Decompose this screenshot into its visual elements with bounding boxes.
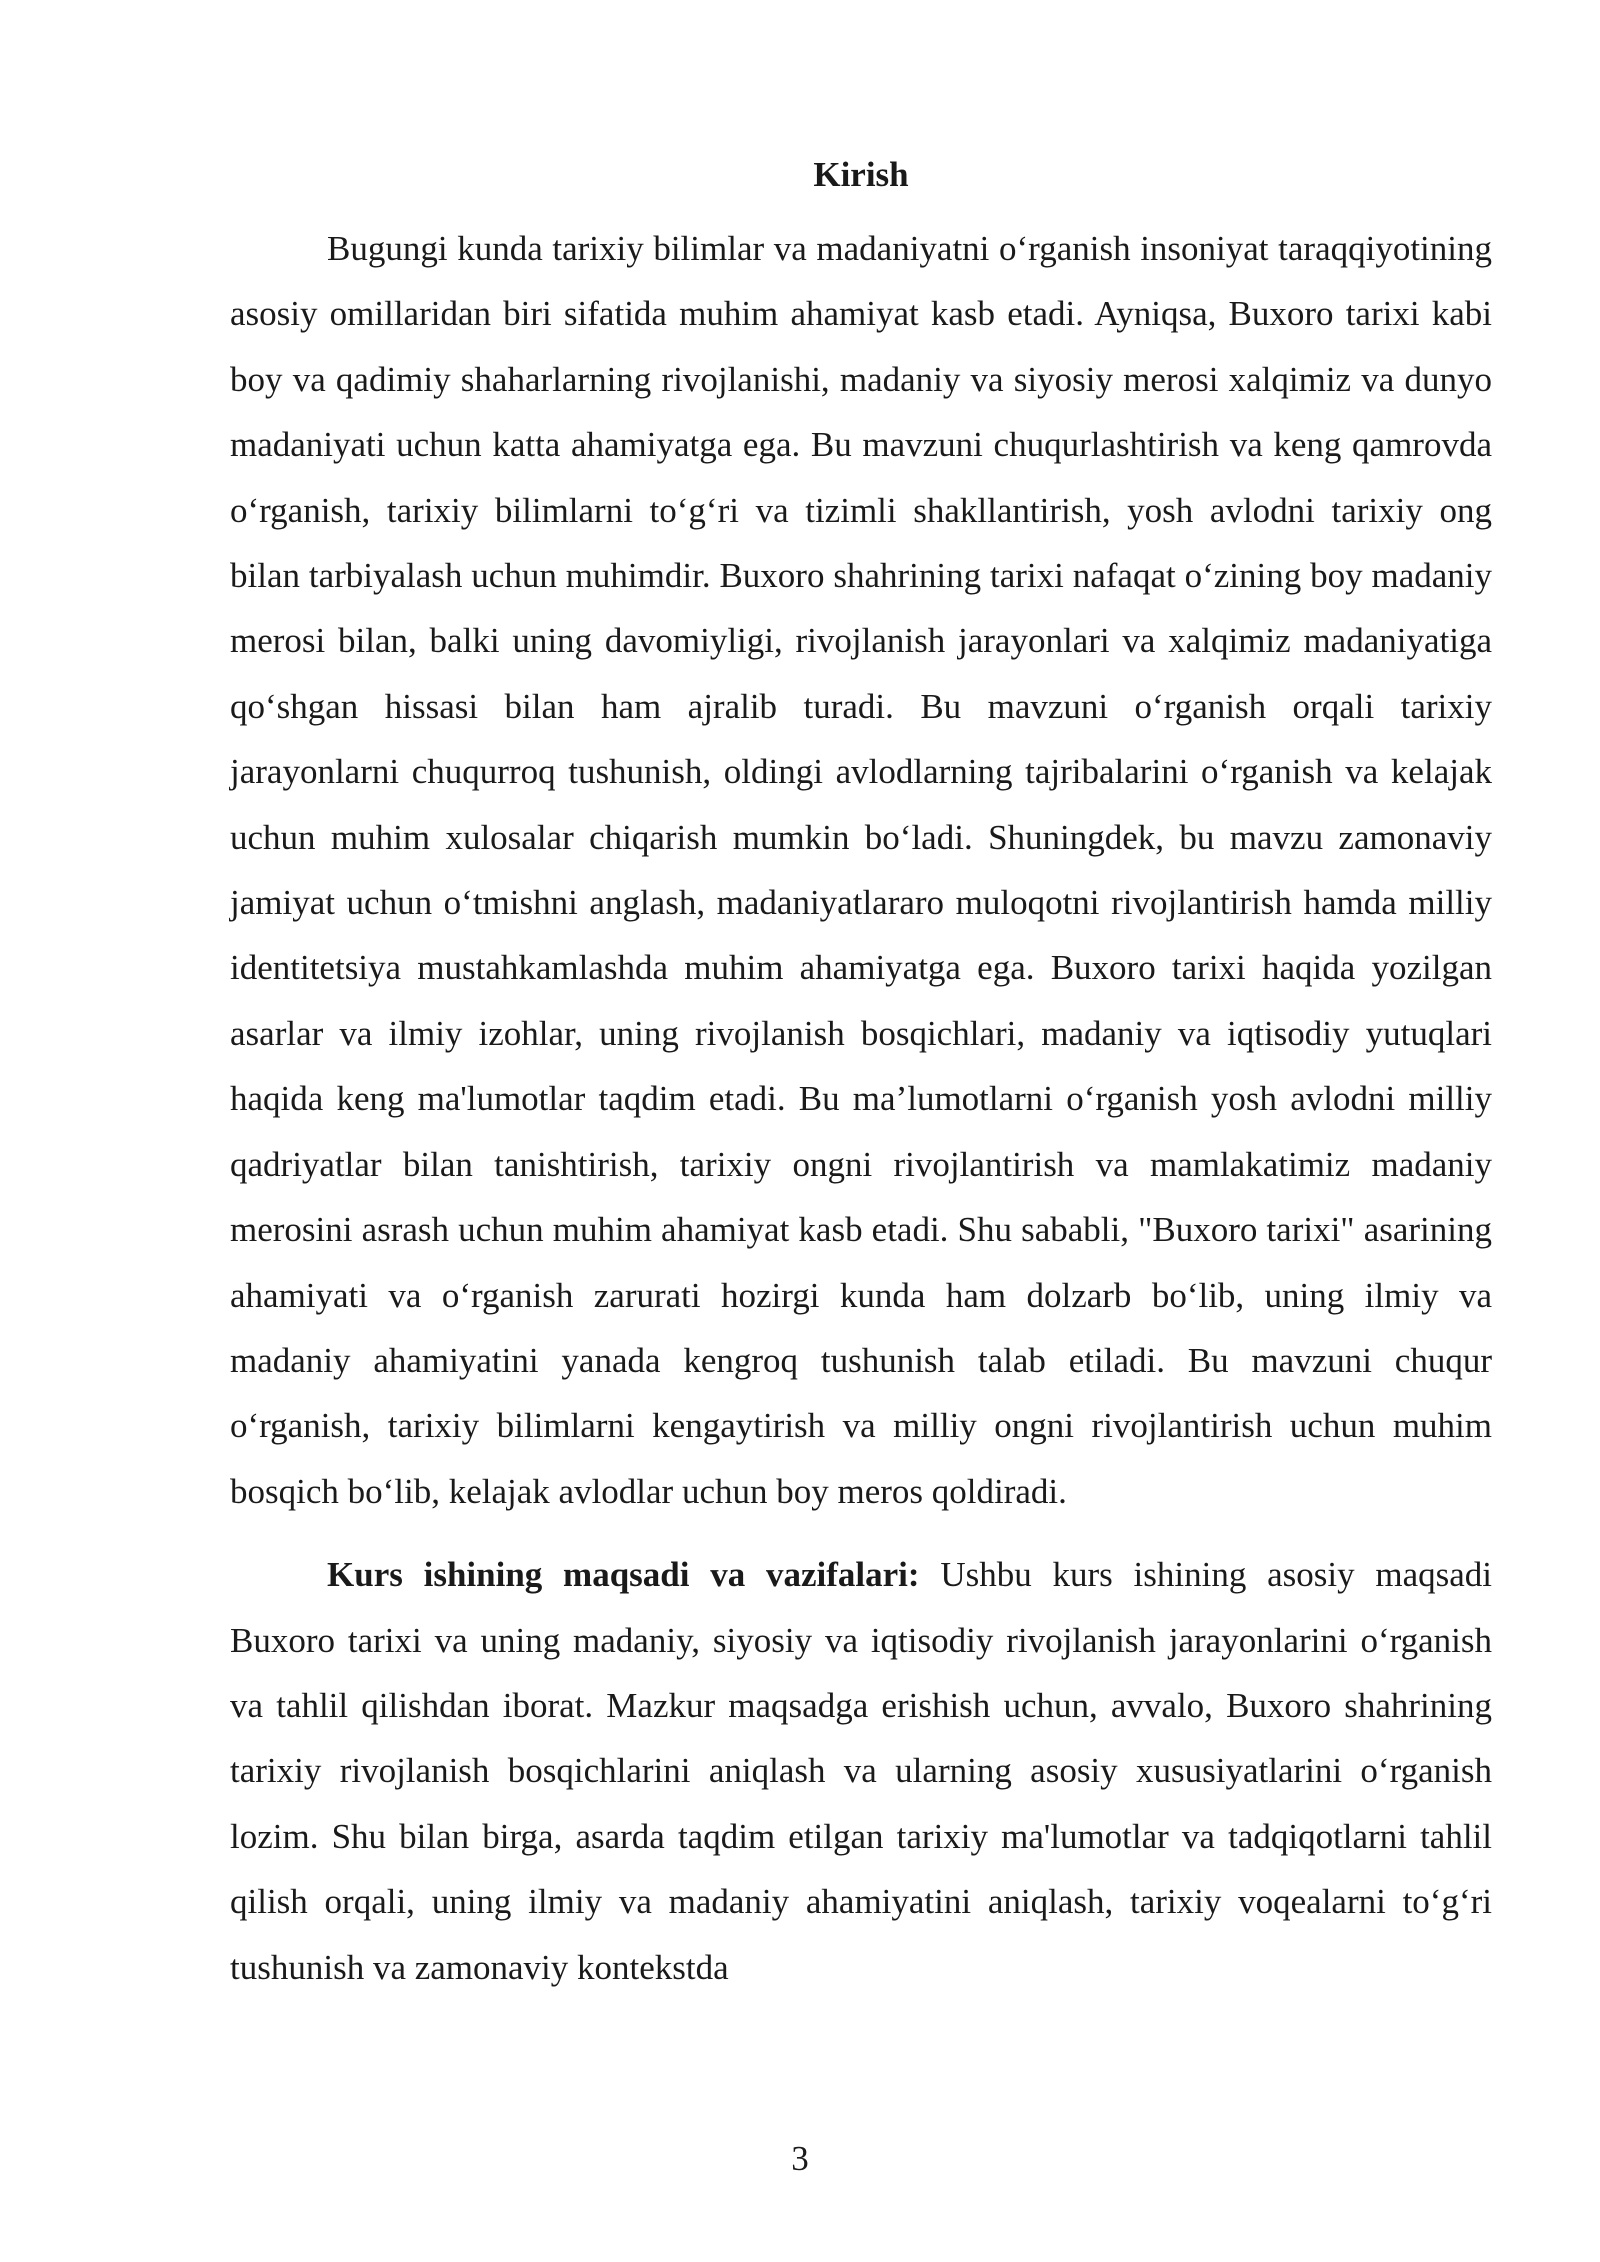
goals-paragraph xyxy=(230,1542,1492,2000)
document-page xyxy=(230,150,1492,2000)
goals-heading: Kurs ishining maqsadi va vazifalari: xyxy=(327,1555,920,1595)
section-title: Kirish xyxy=(813,155,909,194)
page-number: 3 xyxy=(791,2139,809,2178)
goals-text: Ushbu kurs ishining asosiy maqsadi Buxoro tarixi va uning madaniy, siyosiy va iqtisodiy rivojlanish jarayonlarini o‘rganish va tahlil qilishdan iborat. Mazkur maqsadga erishish uchun, avvalo, Buxoro shahrining tarixiy rivojlanish bosqichlarini aniqlash va ularning asosiy xususiyatlarini o‘rganish lozim. Shu bilan birga, asarda taqdim etilgan tarixiy ma'lumotlar va tadqiqotlarni tahlil qilish orqali, uning ilmiy va madaniy ahamiyatini aniqlash, tarixiy voqealarni to‘g‘ri tushunish va zamonaviy kontekstda xyxy=(230,1555,1492,1987)
intro-paragraph: Bugungi kunda tarixiy bilimlar va madaniyatni o‘rganish insoniyat taraqqiyotining asosiy omillaridan biri sifatida muhim ahamiyat kasb etadi. Ayniqsa, Buxoro tarixi kabi boy va qadimiy shaharlarning rivojlanishi, madaniy va siyosiy merosi xalqimiz va dunyo madaniyati uchun katta ahamiyatga ega. Bu mavzuni chuqurlashtirish va keng qamrovda o‘rganish, tarixiy bilimlarni to‘g‘ri va tizimli shakllantirish, yosh avlodni tarixiy ong bilan tarbiyalash uchun muhimdir. Buxoro shahrining tarixi nafaqat o‘zining boy madaniy merosi bilan, balki uning davomiyligi, rivojlanish jarayonlari va xalqimiz madaniyatiga qo‘shgan hissasi bilan ham ajralib turadi. Bu mavzuni o‘rganish orqali tarixiy jarayonlarni chuqurroq tushunish, oldingi avlodlarning tajribalarini o‘rganish va kelajak uchun muhim xulosalar chiqarish mumkin bo‘ladi. Shuningdek, bu mavzu zamonaviy jamiyat uchun o‘tmishni anglash, madaniyatlararo muloqotni rivojlantirish hamda milliy identitetsiya mustahkamlashda muhim ahamiyatga ega. Buxoro tarixi haqida yozilgan asarlar va ilmiy izohlar, uning rivojlanish bosqichlari, madaniy va iqtisodiy yutuqlari haqida keng ma'lumotlar taqdim etadi. Bu ma’lumotlarni o‘rganish yosh avlodni milliy qadriyatlar bilan tanishtirish, tarixiy ongni rivojlantirish va mamlakatimiz madaniy merosini asrash uchun muhim ahamiyat kasb etadi. Shu sababli, "Buxoro tarixi" asarining ahamiyati va o‘rganish zarurati hozirgi kunda ham dolzarb bo‘lib, uning ilmiy va madaniy ahamiyatini yanada kengroq tushunish talab etiladi. Bu mavzuni chuqur o‘rganish, tarixiy bilimlarni kengaytirish va milliy ongni rivojlantirish uchun muhim bosqich bo‘lib, kelajak avlodlar uchun boy meros qoldiradi. xyxy=(230,229,1492,1511)
